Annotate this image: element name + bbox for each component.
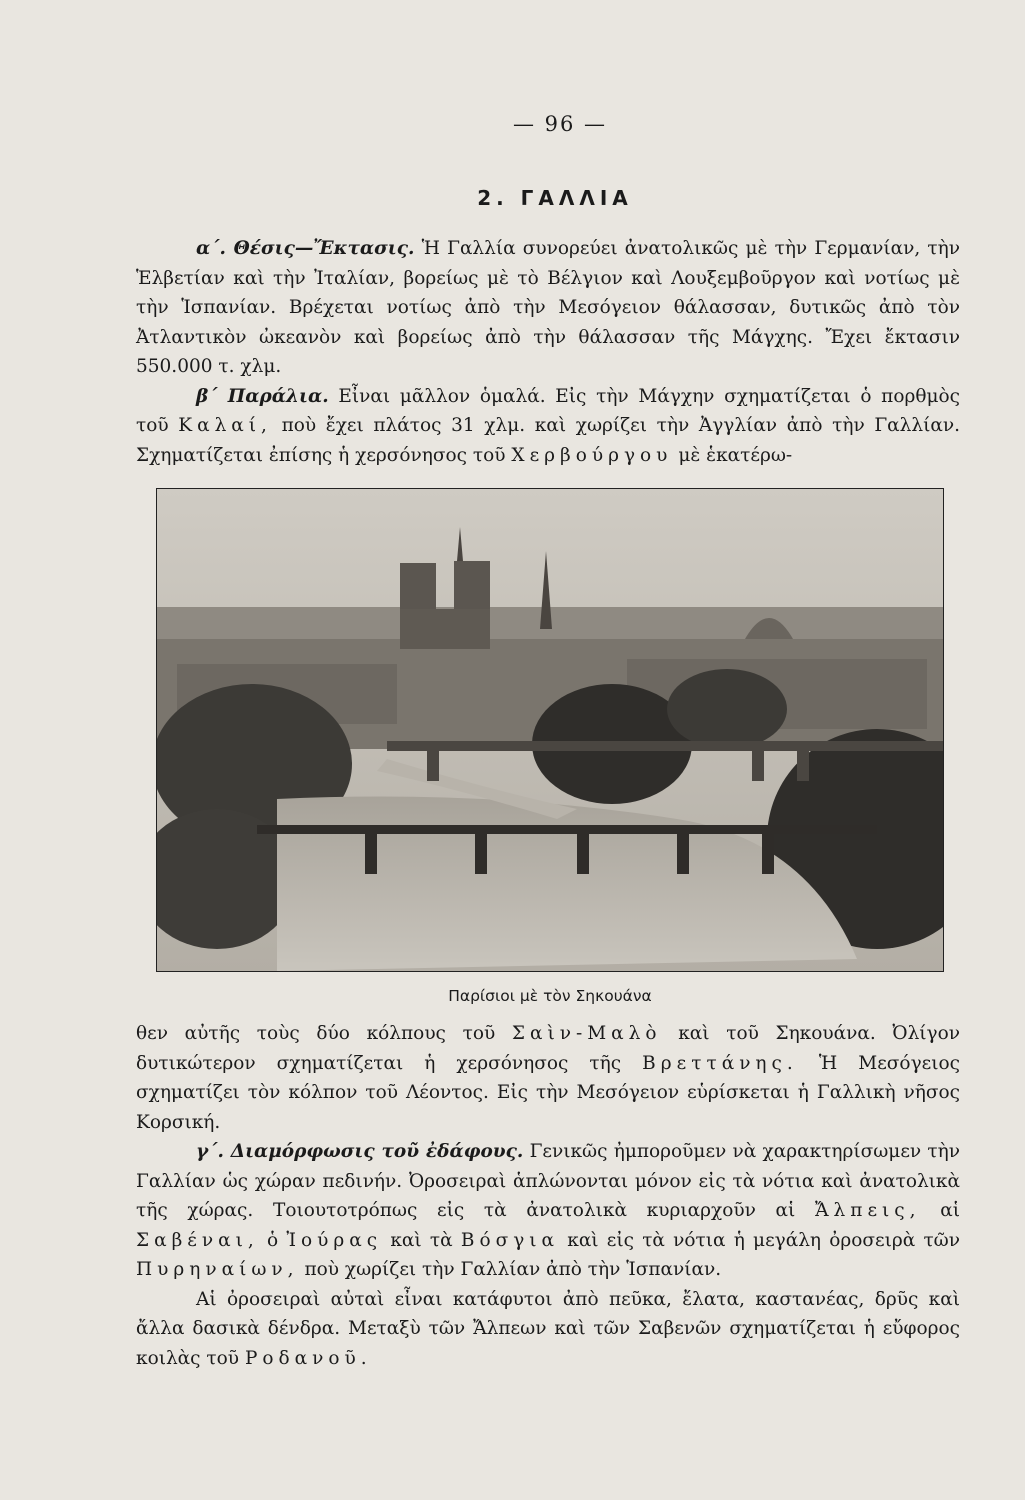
paragraph-continuation (136, 1019, 960, 1137)
photo-paris-seine (156, 488, 944, 972)
place-name-bretagne: Βρεττάνης. (642, 1052, 798, 1074)
paragraph-text: καὶ τὰ (390, 1229, 453, 1251)
place-name-alps: Ἄλπεις, (814, 1200, 921, 1221)
paragraph-text: ποὺ χωρίζει τὴν Γαλλίαν ἀπὸ τὴν Ἱσπανίαν. (304, 1259, 722, 1280)
paragraph-text: Αἱ ὀροσειραὶ αὐταὶ εἶναι κατάφυτοι ἀπὸ πεῦκα, ἔλατα, καστανέας, δρῦς καὶ ἄλλα δασικὰ δένδρα. Μεταξὺ τῶν Ἄλπεων καὶ τῶν Σαβενῶν σχηματίζεται ἡ εὔφορος κοιλὰς τοῦ (136, 1288, 960, 1369)
paragraph-text: αἱ (940, 1200, 960, 1221)
paragraph-text: Εἶναι μᾶλλον ὁμαλά. Εἰς τὴν Μάγχην σχηματίζεται ὁ πορθμὸς τοῦ (136, 385, 960, 436)
photo-illustration (157, 489, 943, 971)
paragraph-forests (136, 1285, 960, 1374)
paragraph-text: θεν αὐτῆς τοὺς δύο κόλπους τοῦ (136, 1023, 496, 1044)
section-heading-coasts: β΄ Παράλια. (196, 385, 329, 407)
section-heading-position: α΄. Θέσις—Ἔκτασις. (196, 238, 415, 259)
place-name-vosges: Βόσγια (460, 1229, 560, 1251)
paragraph-text: ὁ (266, 1229, 279, 1251)
lower-text-block (136, 1019, 960, 1373)
paragraph-position (136, 234, 960, 382)
photo-caption: Παρίσιοι μὲ τὸν Σηκουάνα (448, 987, 652, 1005)
paragraph-text: μὲ ἑκατέρω- (678, 444, 793, 466)
place-name-calais: Καλαί, (178, 415, 272, 436)
place-name-pyrenees: Πυρηναίων, (136, 1259, 299, 1280)
paragraph-text: καὶ εἰς τὰ νότια ἡ μεγάλη ὀροσειρὰ τῶν (567, 1229, 961, 1251)
place-name-cherbourg: Χερβούργου (511, 444, 673, 466)
place-name-savoy: Σαβέναι, (136, 1229, 259, 1251)
upper-text-block (136, 234, 960, 470)
place-name-rhone: Ροδανοῦ. (244, 1347, 372, 1369)
paragraph-text: Γενικῶς ἠμποροῦμεν νὰ χαρακτηρίσωμεν τὴν Γαλλίαν ὡς χώραν πεδινήν. Ὀροσειραὶ ἁπλώνονται μόνον εἰς τὰ νότια καὶ ἀνατολικὰ τῆς χώρας. Τοιουτοτρόπως εἰς τὰ ἀνατολικὰ κυριαρχοῦν αἱ (136, 1141, 960, 1221)
paragraph-text: ποὺ ἔχει πλάτος 31 χλμ. καὶ χωρίζει τὴν Ἀγγλίαν ἀπὸ τὴν Γαλλίαν. Σχηματίζεται ἐπίσης ἡ χερσόνησος τοῦ (136, 415, 960, 466)
place-name-jura: Ἰούρας (286, 1229, 383, 1251)
page-number: — 96 — (512, 112, 608, 136)
section-heading-relief: γ΄. Διαμόρφωσις τοῦ ἐδάφους. (196, 1141, 524, 1162)
paragraph-text: Ἡ Γαλλία συνορεύει ἀνατολικῶς μὲ τὴν Γερμανίαν, τὴν Ἑλβετίαν καὶ τὴν Ἰταλίαν, βορείως μὲ τὸ Βέλγιον καὶ Λουξεμβοῦργον καὶ νοτίως μὲ τὴν Ἱσπανίαν. Βρέχεται νοτίως ἀπὸ τὴν Μεσόγειον θάλασσαν, δυτικῶς ἀπὸ τὸν Ἀτλαντικὸν ὠκεανὸν καὶ βορείως ἀπὸ τὴν θάλασσαν τῆς Μάγχης. Ἔχει ἔκτασιν 550.000 τ. χλμ. (136, 238, 960, 377)
paragraph-relief (136, 1137, 960, 1285)
paragraph-text: Ἡ Μεσόγειος σχηματίζει τὸν κόλπον τοῦ Λέοντος. Εἰς τὴν Μεσόγειον εὑρίσκεται ἡ Γαλλικὴ νῆσος Κορσική. (136, 1052, 960, 1133)
paragraph-coasts (136, 382, 960, 471)
place-name-saint-malo: Σαὶν-Μαλὸ (511, 1023, 662, 1044)
paragraph-text: καὶ τοῦ Σηκουάνα. Ὀλίγον δυτικώτερον σχηματίζεται ἡ χερσόνησος τῆς (136, 1023, 960, 1074)
chapter-title: 2. ΓΑΛΛΙΑ (477, 186, 633, 210)
